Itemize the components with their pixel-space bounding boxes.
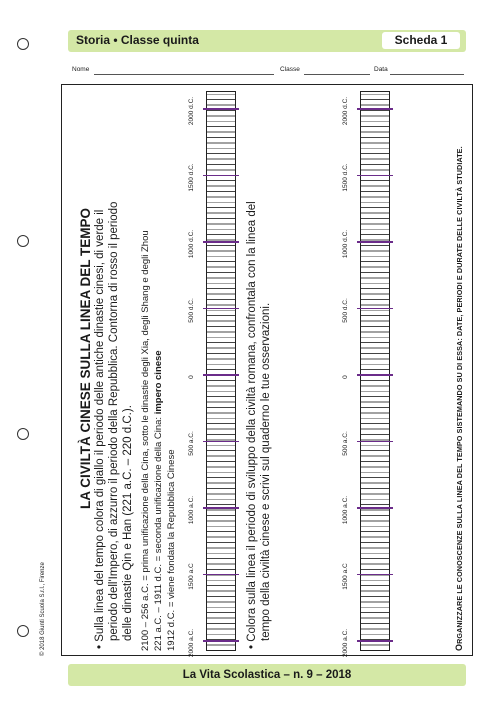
timeline-tick-label: 1500 d.C. <box>188 163 195 192</box>
fact-3: 1912 d.C. = viene fondata la Repubblica Cinese <box>166 449 177 651</box>
subject-label: Storia • Classe quinta <box>76 33 199 47</box>
scheda-label: Scheda 1 <box>382 32 460 49</box>
fact-1: 2100 – 256 a.C. = prima unificazione della Cina, sotto le dinastie degli Xia, degli Shang e degli Zhou <box>140 230 151 651</box>
date-field[interactable] <box>390 74 464 75</box>
timeline-tick-mark <box>357 109 393 111</box>
worksheet-title: LA CIVILTÀ CINESE SULLA LINEA DEL TEMPO <box>78 207 93 509</box>
timeline-tick-mark <box>357 375 393 377</box>
timeline-tick-mark <box>357 308 393 310</box>
date-label: Data <box>374 66 388 73</box>
timeline-tick-mark <box>203 308 239 310</box>
timeline-1-labels <box>188 85 200 657</box>
exercise-1-line-1: • Sulla linea del tempo colora di giallo il periodo delle antiche dinastie cinesi, di verde il <box>94 209 106 649</box>
timeline-tick-mark <box>203 375 239 377</box>
timeline-tick-mark <box>357 641 393 643</box>
timeline-tick-mark <box>203 508 239 510</box>
timeline-tick-label: 1500 a.C <box>342 563 349 590</box>
copyright-note: © 2018 Giunti Scuola S.r.l., Firenze <box>40 562 46 656</box>
timeline-tick-label: 1000 d.C. <box>342 229 349 259</box>
footer-note-rest: RGANIZZARE LE CONOSCENZE SULLA LINEA DEL TEMPO SISTEMANDO SU DI ESSA: DATE, PERIODI E DURATE DELLE CIVILTÀ STUDIATE. <box>455 146 464 644</box>
timeline-tick-label: 0 <box>342 375 349 379</box>
timeline-tick-label: 500 a.C. <box>342 431 349 456</box>
name-field[interactable] <box>94 74 274 75</box>
timeline-tick-mark <box>203 109 239 111</box>
footer-note <box>454 146 464 651</box>
exercise-2-line-1: • Colora sulla linea il periodo di sviluppo della civiltà romana, confrontala con la linea del <box>246 201 258 649</box>
timeline-tick-label: 1000 a.C. <box>342 495 349 525</box>
timeline-tick-label: 1500 a.C <box>188 563 195 590</box>
timeline-tick-label: 2000 a.C. <box>342 628 349 658</box>
binder-hole-2 <box>17 235 29 247</box>
footer-note-first: O <box>454 643 464 651</box>
timeline-tick-label: 1000 d.C. <box>188 229 195 259</box>
class-field[interactable] <box>304 74 370 75</box>
timeline-tick-mark <box>203 175 239 177</box>
exercise-1-line-3: delle dinastie Qin e Han (221 a.C. – 220 d.C.). <box>122 405 134 641</box>
timeline-tick-label: 1500 d.C. <box>342 163 349 192</box>
exercise-1-line-2: periodo dell'Impero, di azzurro il periodo della Repubblica. Contorna di rosso il periodo <box>108 201 120 641</box>
timeline-tick-mark <box>357 574 393 576</box>
binder-hole-4 <box>17 625 29 637</box>
worksheet-frame <box>61 84 473 656</box>
timeline-tick-label: 0 <box>188 375 195 379</box>
header-band <box>68 30 466 52</box>
timeline-tick-label: 1000 a.C. <box>188 495 195 525</box>
timeline-tick-mark <box>357 441 393 443</box>
footer-band: La Vita Scolastica – n. 9 – 2018 <box>68 664 466 686</box>
fact-2-bold: impero cinese <box>153 350 164 415</box>
timeline-tick-mark <box>203 641 239 643</box>
name-label: Nome <box>72 66 90 73</box>
timeline-tick-label: 2000 d.C. <box>188 96 195 126</box>
binder-hole-1 <box>17 38 29 50</box>
timeline-2[interactable] <box>360 91 390 651</box>
binder-hole-3 <box>17 428 29 440</box>
timeline-2-labels <box>342 85 354 657</box>
student-info-row <box>68 66 466 78</box>
timeline-tick-mark <box>203 574 239 576</box>
timeline-tick-label: 2000 a.C. <box>188 628 195 658</box>
timeline-tick-label: 500 d.C. <box>188 298 195 323</box>
timeline-tick-label: 500 a.C. <box>188 431 195 456</box>
timeline-tick-mark <box>203 441 239 443</box>
timeline-tick-mark <box>203 242 239 244</box>
exercise-2-line-2: tempo della civiltà cinese e scrivi sul quaderno le tue osservazioni. <box>260 302 272 641</box>
timeline-tick-mark <box>357 508 393 510</box>
rotated-content <box>62 85 474 657</box>
class-label: Classe <box>280 66 300 73</box>
timeline-tick-mark <box>357 175 393 177</box>
timeline-tick-label: 2000 d.C. <box>342 96 349 126</box>
fact-2 <box>153 350 165 651</box>
timeline-tick-label: 500 d.C. <box>342 298 349 323</box>
fact-2-text: 221 a.C. – 1911 d.C. = seconda unificazione della Cina: <box>153 414 164 651</box>
timeline-tick-mark <box>357 242 393 244</box>
timeline-1[interactable] <box>206 91 236 651</box>
